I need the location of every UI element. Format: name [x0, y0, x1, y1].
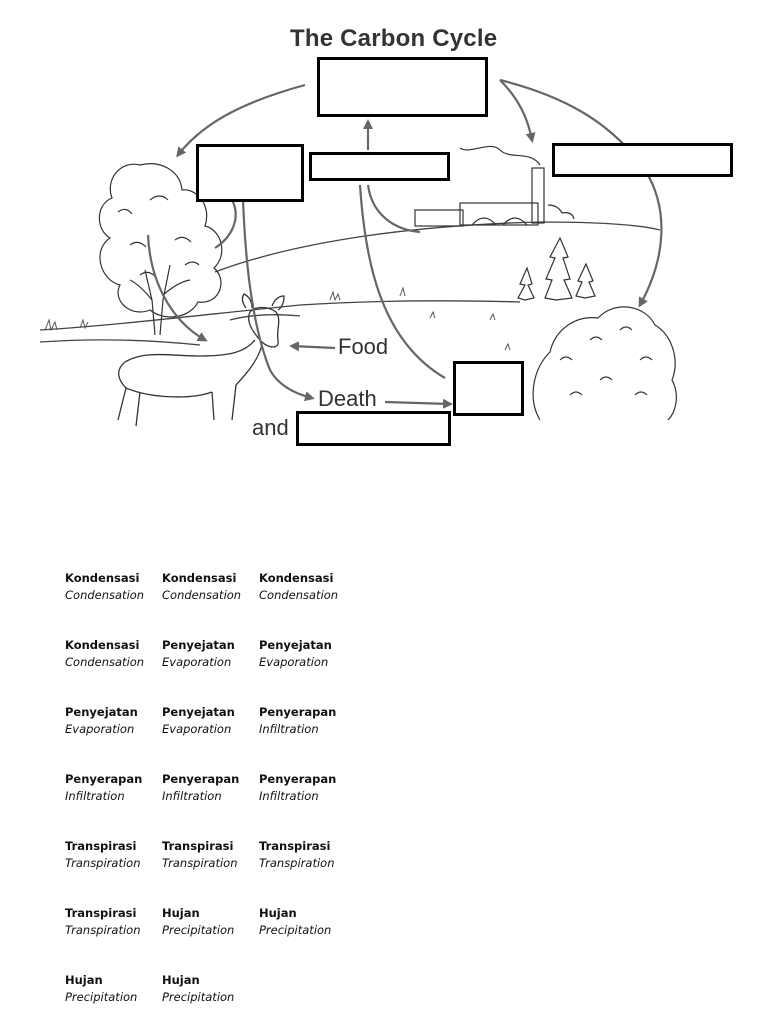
word-card[interactable] [65, 972, 160, 1006]
blank-box-decomposers[interactable] [453, 361, 524, 416]
card-malay-term: Penyejatan [259, 638, 332, 652]
label-death: Death [318, 386, 377, 411]
deer-illustration [118, 294, 284, 426]
card-malay-term: Kondensasi [65, 571, 140, 585]
card-english-term: Transpiration [65, 856, 141, 870]
card-english-term: Infiltration [259, 789, 319, 803]
card-row [65, 771, 385, 811]
word-card[interactable] [259, 771, 354, 805]
card-row [65, 838, 385, 878]
label-and: and [252, 415, 289, 440]
card-malay-term: Hujan [162, 973, 200, 987]
blank-box-combustion[interactable] [552, 143, 733, 177]
card-malay-term: Penyejatan [65, 705, 138, 719]
blank-box-atmosphere[interactable] [317, 57, 488, 117]
card-english-term: Condensation [162, 588, 242, 602]
card-row [65, 905, 385, 945]
card-row [65, 704, 385, 744]
bush-illustration [533, 307, 676, 420]
card-english-term: Precipitation [162, 990, 235, 1004]
card-english-term: Precipitation [162, 923, 235, 937]
card-malay-term: Transpirasi [65, 839, 137, 853]
card-row [65, 570, 385, 610]
card-english-term: Precipitation [65, 990, 138, 1004]
card-english-term: Infiltration [259, 722, 319, 736]
word-card[interactable] [162, 972, 257, 1006]
card-malay-term: Penyerapan [65, 772, 143, 786]
word-card[interactable] [162, 637, 257, 671]
word-card[interactable] [259, 637, 354, 671]
label-food: Food [338, 334, 389, 359]
card-english-term: Evaporation [259, 655, 329, 669]
card-malay-term: Transpirasi [162, 839, 234, 853]
diagram-title: The Carbon Cycle [290, 25, 498, 52]
word-card[interactable] [259, 838, 354, 872]
card-malay-term: Penyejatan [162, 638, 235, 652]
cycle-arrows [148, 80, 661, 404]
carbon-cycle-diagram [0, 0, 768, 460]
card-english-term: Evaporation [65, 722, 135, 736]
card-malay-term: Kondensasi [65, 638, 140, 652]
card-malay-term: Penyerapan [259, 772, 337, 786]
card-english-term: Condensation [259, 588, 339, 602]
card-malay-term: Penyejatan [162, 705, 235, 719]
word-card[interactable] [65, 704, 160, 738]
word-card[interactable] [65, 905, 160, 939]
card-english-term: Transpiration [259, 856, 335, 870]
card-malay-term: Hujan [65, 973, 103, 987]
card-english-term: Evaporation [162, 722, 232, 736]
card-malay-term: Hujan [162, 906, 200, 920]
card-english-term: Transpiration [65, 923, 141, 937]
card-english-term: Infiltration [162, 789, 222, 803]
word-card[interactable] [162, 838, 257, 872]
blank-box-photosynthesis[interactable] [196, 144, 304, 202]
card-english-term: Infiltration [65, 789, 125, 803]
card-english-term: Transpiration [162, 856, 238, 870]
card-malay-term: Transpirasi [259, 839, 331, 853]
card-english-term: Precipitation [259, 923, 332, 937]
card-malay-term: Hujan [259, 906, 297, 920]
card-malay-term: Penyerapan [259, 705, 337, 719]
word-card[interactable] [259, 905, 354, 939]
card-malay-term: Penyerapan [162, 772, 240, 786]
word-card[interactable] [65, 637, 160, 671]
card-malay-term: Kondensasi [162, 571, 237, 585]
blank-box-decay[interactable] [296, 411, 451, 446]
card-english-term: Evaporation [162, 655, 232, 669]
card-malay-term: Kondensasi [259, 571, 334, 585]
word-card[interactable] [162, 570, 257, 604]
word-card[interactable] [65, 771, 160, 805]
word-card[interactable] [162, 905, 257, 939]
word-card[interactable] [259, 704, 354, 738]
card-malay-term: Transpirasi [65, 906, 137, 920]
card-english-term: Condensation [65, 655, 145, 669]
pine-trees [518, 238, 595, 300]
word-card[interactable] [162, 704, 257, 738]
word-card[interactable] [162, 771, 257, 805]
card-row [65, 637, 385, 677]
word-card[interactable] [65, 838, 160, 872]
card-row [65, 972, 385, 1012]
blank-box-respiration[interactable] [309, 152, 450, 181]
word-card[interactable] [259, 570, 354, 604]
card-english-term: Condensation [65, 588, 145, 602]
word-card[interactable] [65, 570, 160, 604]
